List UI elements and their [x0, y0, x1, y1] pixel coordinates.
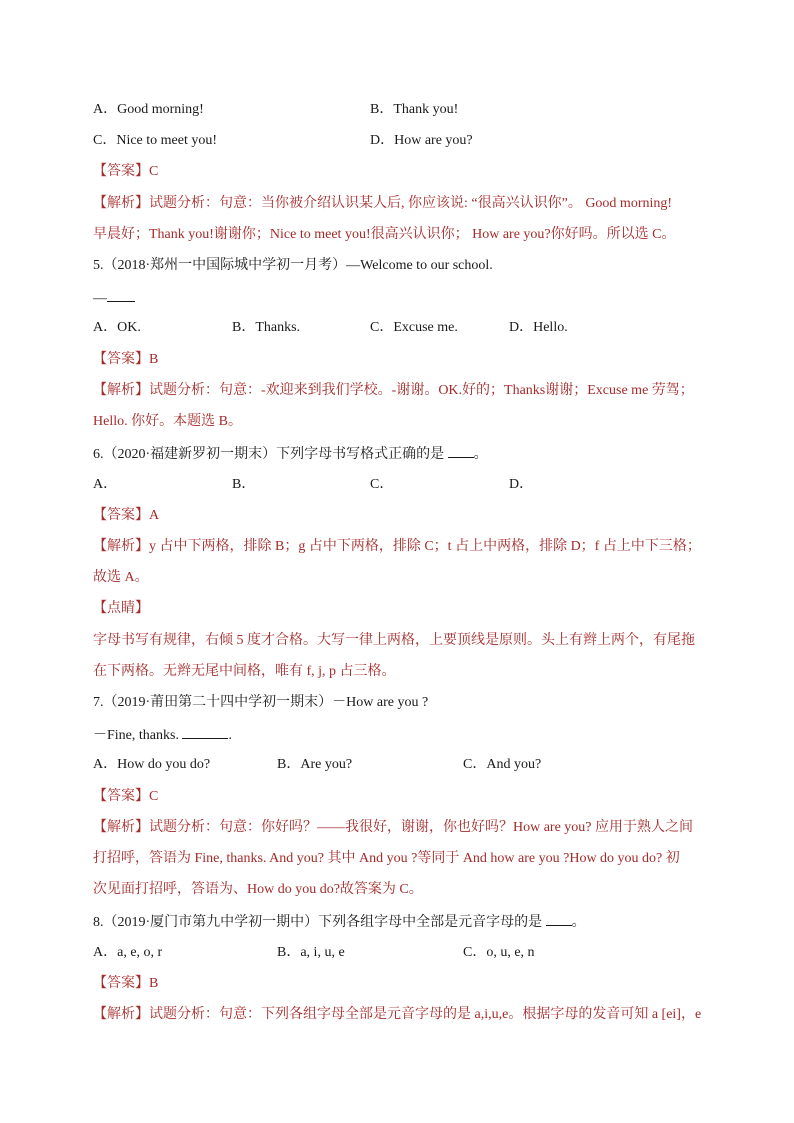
- q4-analysis-label: 【解析】: [93, 196, 149, 211]
- q8-analysis-line-1: [93, 1005, 701, 1025]
- q7-answer: 【答案】C: [93, 789, 159, 804]
- q6-dianjing-label: 【点睛】: [93, 601, 149, 616]
- q4-analysis-text-1: 试题分析：句意：当你被介绍认识某人后, 你应该说: “很高兴认识你”。 Good morning!: [149, 196, 673, 211]
- q6-stem-end: 。: [473, 447, 488, 462]
- q5-answer: 【答案】B: [93, 352, 159, 367]
- q5-option-d: D．Hello.: [509, 320, 568, 335]
- q5-option-c: C．Excuse me.: [370, 320, 458, 335]
- q5-dash: —: [93, 291, 107, 306]
- q7-stem-line-2: [93, 724, 232, 746]
- q5-blank: [107, 287, 135, 302]
- q6-analysis-line-1: [93, 537, 701, 557]
- q8-analysis-label: 【解析】: [93, 1007, 149, 1022]
- q7-analysis-line-1: [93, 818, 693, 838]
- q6-stem: [93, 443, 488, 465]
- q8-option-b: B．a, i, u, e: [277, 945, 345, 960]
- q6-analysis-text-1: y 占中下两格，排除 B；g 占中下两格，排除 C；t 占上中两格，排除 D；f 占上中下三格；: [149, 539, 701, 554]
- q7-option-a: A．How do you do?: [93, 757, 211, 772]
- q7-blank: [182, 724, 228, 739]
- q4-option-d: D．How are you?: [370, 133, 473, 148]
- q4-answer: 【答案】C: [93, 164, 159, 179]
- q8-analysis-text-1: 试题分析：句意：下列各组字母全部是元音字母的是 a,i,u,e。根据字母的发音可知 a [ei]，e: [149, 1007, 702, 1022]
- q4-option-c: C．Nice to meet you!: [93, 133, 218, 148]
- q4-analysis-line-2: 早晨好；Thank you!谢谢你；Nice to meet you!很高兴认识你； How are you?你好吗。所以选 C。: [93, 227, 676, 242]
- q6-option-a: A．: [93, 477, 118, 492]
- q7-analysis-line-2: 打招呼，答语为 Fine, thanks. And you? 其中 And you ?等同于 And how are you ?How do you do? 初: [93, 851, 680, 866]
- q6-blank: [448, 443, 474, 458]
- q6-option-b: B．: [232, 477, 256, 492]
- q6-analysis-line-2: 故选 A。: [93, 570, 149, 585]
- q6-dianjing-line-2: 在下两格。无辫无尾中间格，唯有 f, j, p 占三格。: [93, 664, 396, 679]
- q7-analysis-text-1: 试题分析：句意：你好吗？——我很好，谢谢，你也好吗？How are you? 应用于熟人之间: [149, 820, 694, 835]
- q7-analysis-line-3: 次见面打招呼，答语为、How do you do?故答案为 C。: [93, 882, 423, 897]
- q8-option-c: C．o, u, e, n: [463, 945, 535, 960]
- q5-option-b: B．Thanks.: [232, 320, 301, 335]
- q7-analysis-label: 【解析】: [93, 820, 149, 835]
- q8-stem-text: 8.（2019·厦门市第九中学初一期中）下列各组字母中全部是元音字母的是: [93, 915, 546, 930]
- q5-analysis-line-1: [93, 381, 694, 401]
- q8-option-a: A．a, e, o, r: [93, 945, 163, 960]
- q4-option-b: B．Thank you!: [370, 102, 459, 117]
- q8-answer: 【答案】B: [93, 976, 159, 991]
- q4-analysis-line-1: [93, 194, 672, 214]
- q6-option-d: D．: [509, 477, 534, 492]
- q6-analysis-label: 【解析】: [93, 539, 149, 554]
- q4-option-a: A．Good morning!: [93, 102, 204, 117]
- q5-stem-line-2: [93, 287, 135, 309]
- q5-analysis-line-2: Hello. 你好。本题选 B。: [93, 414, 242, 429]
- q6-answer: 【答案】A: [93, 508, 160, 523]
- q6-dianjing-line-1: 字母书写有规律，右倾 5 度才合格。大写一律上两格，上要顶线是原则。头上有辫上两个，有尾拖: [93, 633, 695, 648]
- q6-stem-text: 6.（2020·福建新罗初一期末）下列字母书写格式正确的是: [93, 447, 448, 462]
- q5-option-a: A．OK.: [93, 320, 141, 335]
- q5-analysis-label: 【解析】: [93, 383, 149, 398]
- q7-option-c: C．And you?: [463, 757, 542, 772]
- q8-blank: [546, 911, 572, 926]
- q6-option-c: C．: [370, 477, 394, 492]
- q5-analysis-text-1: 试题分析：句意：-欢迎来到我们学校。-谢谢。OK.好的；Thanks谢谢；Excuse me 劳驾；: [149, 383, 694, 398]
- q7-stem: 7.（2019·莆田第二十四中学初一期末）－How are you ?: [93, 695, 429, 710]
- q7-stem-text-2: －Fine, thanks.: [93, 728, 183, 743]
- q8-stem-end: 。: [571, 915, 586, 930]
- q8-stem: [93, 911, 586, 933]
- q7-option-b: B．Are you?: [277, 757, 353, 772]
- q5-stem: 5.（2018·郑州一中国际城中学初一月考）—Welcome to our school.: [93, 258, 493, 273]
- q7-stem-end: .: [228, 728, 232, 743]
